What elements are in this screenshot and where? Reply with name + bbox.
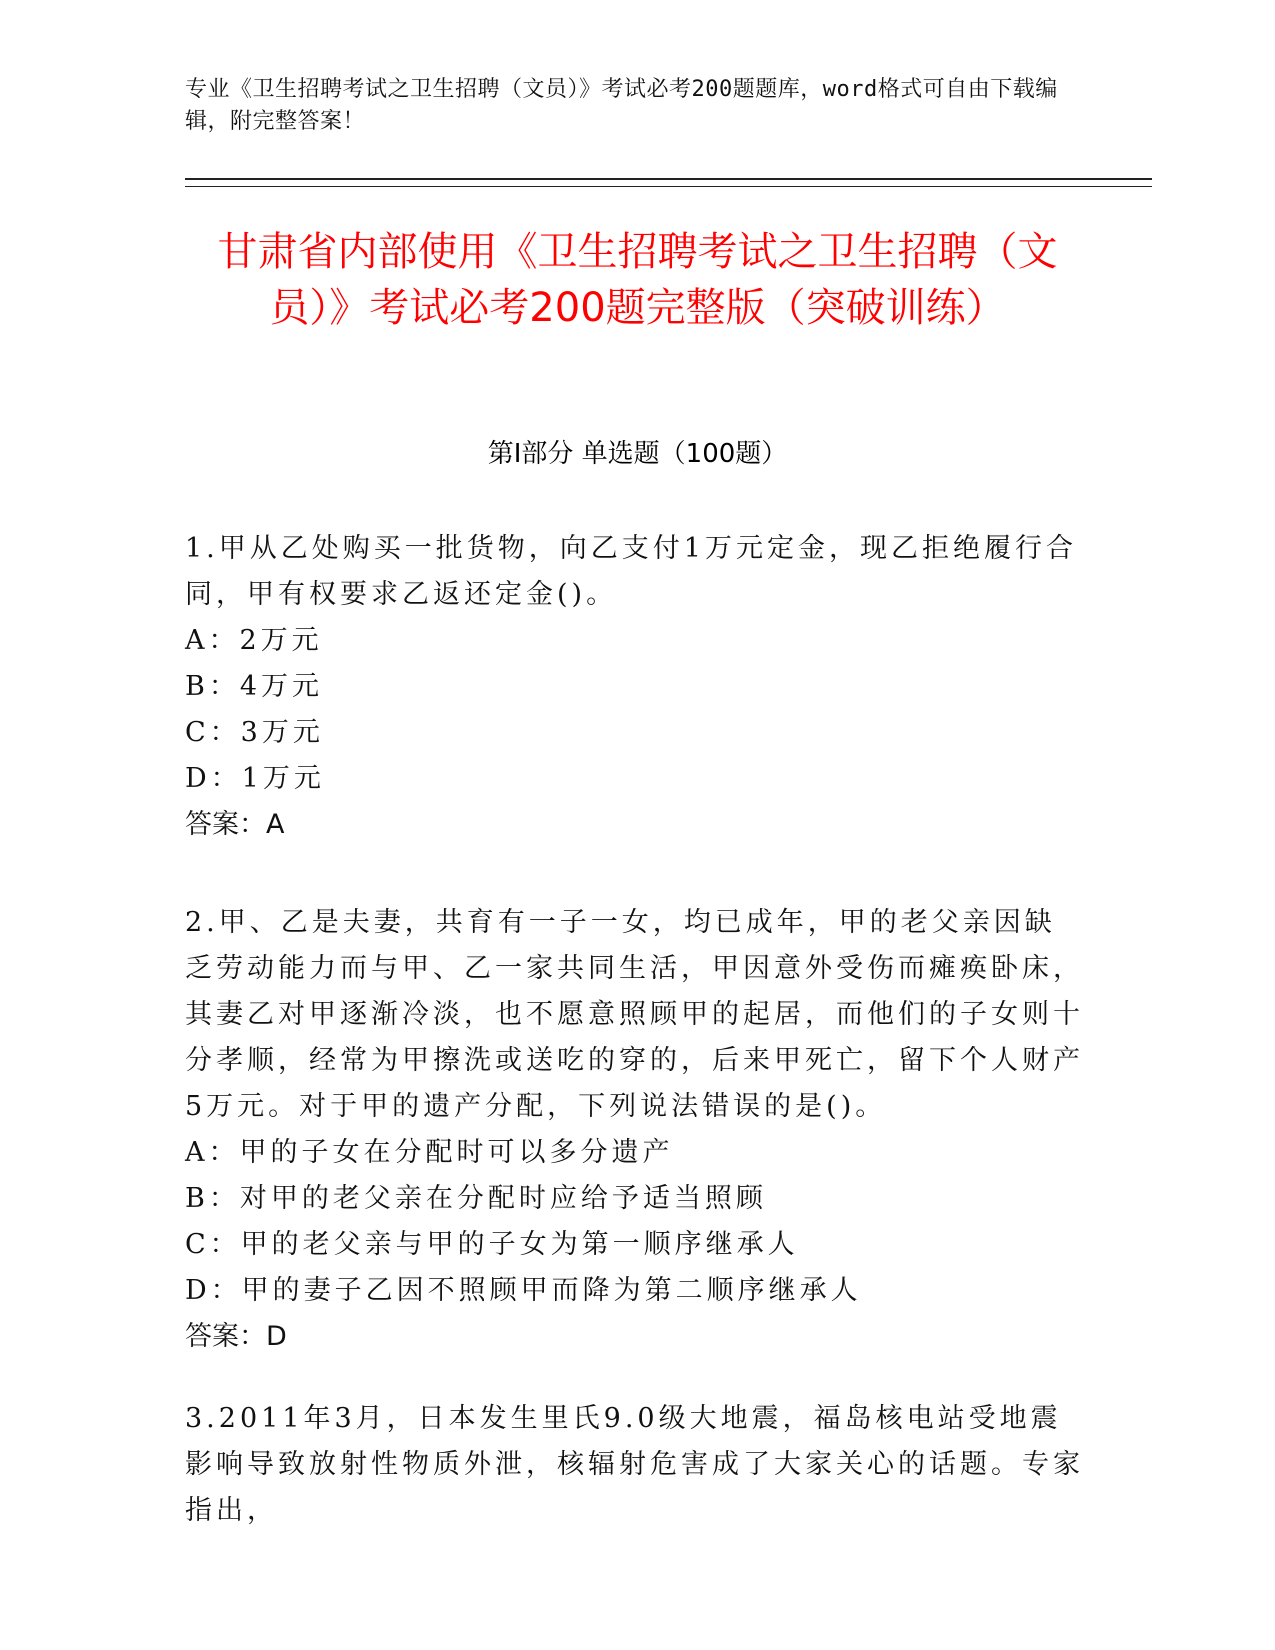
question-1 [185,526,1085,848]
option-b: B：对甲的老父亲在分配时应给予适当照顾 [185,1183,767,1214]
document-title: 甘肃省内部使用《卫生招聘考试之卫生招聘（文员）》考试必考200题完整版（突破训练） [217,229,1058,331]
question-stem: 2.甲、乙是夫妻，共育有一子一女，均已成年，甲的老父亲因缺乏劳动能力而与甲、乙一家共同生活，甲因意外受伤而瘫痪卧床，其妻乙对甲逐渐冷淡，也不愿意照顾甲的起居，而他们的子女则十分孝顺，经常为甲擦洗或送吃的穿的，后来甲死亡，留下个人财产5万元。对于甲的遗产分配，下列说法错误的是()。 [185,907,1084,1122]
question-2 [185,900,1085,1360]
answer: 答案：A [185,809,285,840]
question-stem: 1.甲从乙处购买一批货物，向乙支付1万元定金，现乙拒绝履行合同，甲有权要求乙返还定金()。 [185,533,1077,610]
option-a: A：2万元 [185,625,323,656]
option-a: A：甲的子女在分配时可以多分遗产 [185,1137,674,1168]
option-d: D：1万元 [185,763,325,794]
header-note: 专业《卫生招聘考试之卫生招聘（文员）》考试必考200题题库，word格式可自由下载编辑，附完整答案！ [185,77,1058,134]
option-c: C：甲的老父亲与甲的子女为第一顺序继承人 [185,1229,799,1260]
header-divider [185,178,1152,180]
option-d: D：甲的妻子乙因不照顾甲而降为第二顺序继承人 [185,1275,862,1306]
header-divider-thin [185,186,1152,187]
question-stem: 3.2011年3月，日本发生里氏9.0级大地震，福岛核电站受地震影响导致放射性物质外泄，核辐射危害成了大家关心的话题。专家指出， [185,1403,1084,1526]
option-c: C：3万元 [185,717,324,748]
section-heading: 第I部分 单选题（100题） [487,439,788,469]
option-b: B：4万元 [185,671,324,702]
answer: 答案：D [185,1321,287,1352]
question-3 [185,1396,1085,1534]
